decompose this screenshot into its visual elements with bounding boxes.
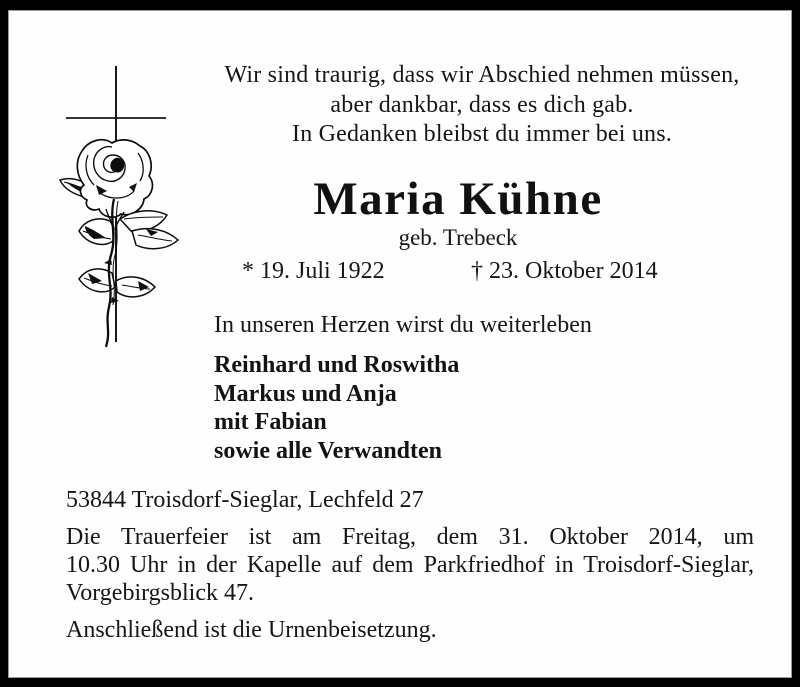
funeral-details [66, 523, 754, 607]
mourner-line: Markus und Anja [214, 380, 397, 407]
funeral-line: 10.30 Uhr in der Kapelle auf dem Parkfriedhof in Troisdorf-Sieglar, [66, 552, 754, 578]
funeral-line: Die Trauerfeier ist am Freitag, dem 31. Oktober 2014, um [66, 524, 754, 550]
mourner-line: mit Fabian [214, 409, 327, 436]
condolence-text [209, 61, 755, 150]
condolence-line: Wir sind traurig, dass wir Abschied nehmen müssen, [224, 62, 740, 88]
memorial-line: In unseren Herzen wirst du weiterleben [214, 312, 592, 338]
birth-date: * 19. Juli 1922 [242, 258, 385, 284]
funeral-line: Vorgebirgsblick 47. [66, 580, 255, 606]
mourner-line: Reinhard und Roswitha [214, 352, 460, 378]
address-line: 53844 Troisdorf-Sieglar, Lechfeld 27 [66, 487, 424, 513]
death-date: † 23. Oktober 2014 [471, 258, 658, 284]
deceased-name: Maria Kühne [313, 173, 603, 225]
closing-line: Anschließend ist die Urnenbeisetzung. [66, 617, 437, 643]
notice-paper [8, 10, 792, 678]
mourner-line: sowie alle Verwandten [214, 437, 442, 464]
condolence-line: aber dankbar, dass es dich gab. [330, 91, 634, 118]
mourners-list [214, 351, 694, 465]
cross-rose-icon [54, 59, 184, 349]
condolence-line: In Gedanken bleibst du immer bei uns. [292, 121, 672, 147]
maiden-name: geb. Trebeck [398, 225, 518, 250]
